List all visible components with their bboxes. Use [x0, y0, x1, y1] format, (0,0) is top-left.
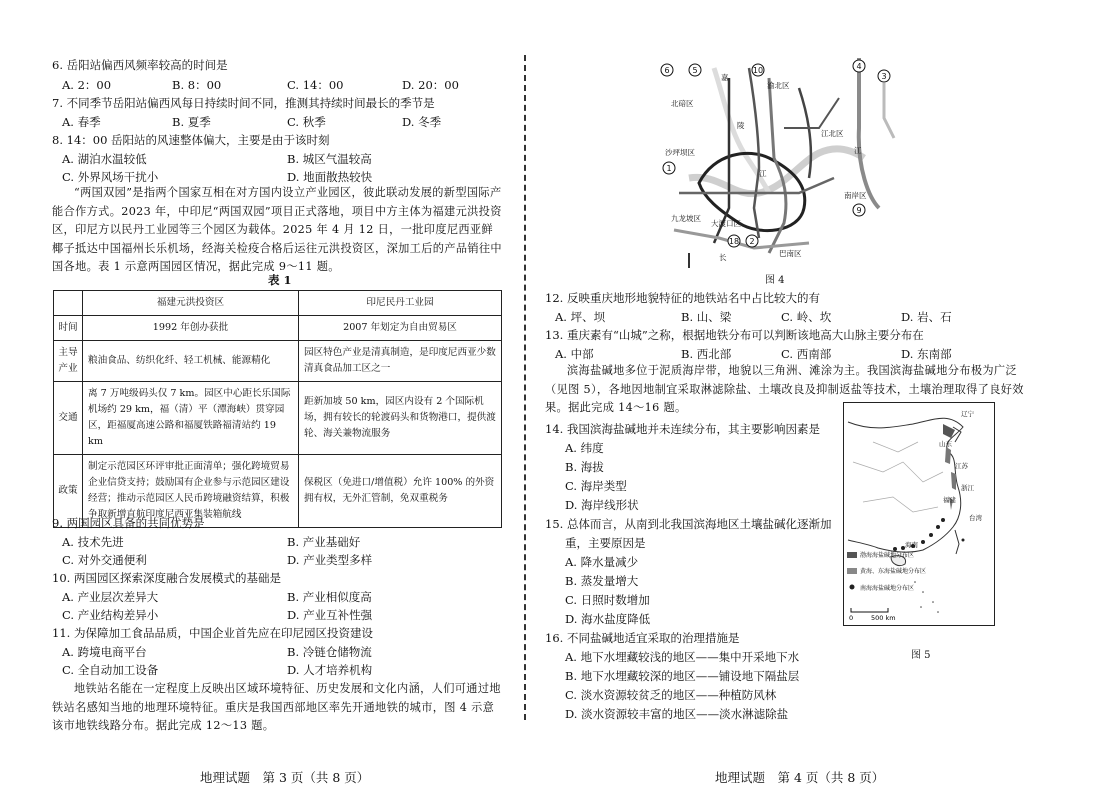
line-label: 9 [856, 206, 862, 215]
q11-stem: 11. 为保障加工食品品质，中国企业首先应在印尼园区投资建设 [52, 626, 373, 640]
line-label: 6 [664, 66, 670, 75]
district-label: 南岸区 [844, 191, 867, 200]
table-header-row [54, 291, 502, 316]
province-label: 台湾 [969, 514, 982, 522]
table-cell: 1992 年创办获批 [83, 316, 299, 341]
line-label: 18 [728, 237, 740, 246]
table-row-label: 主导产业 [54, 341, 83, 382]
table-header-cell [54, 291, 83, 316]
province-label: 山东 [939, 440, 952, 448]
q15-opt-d: D. 海水盐度降低 [565, 612, 651, 626]
legend-label: 渤海海盐碱地分布区 [860, 552, 915, 559]
q7-opt-c: C. 秋季 [287, 115, 326, 129]
river-label: 江 [759, 169, 767, 178]
q9-opt-d: D. 产业类型多样 [287, 553, 373, 567]
river-label: 陵 [737, 121, 745, 130]
table-cell: 园区特色产业是清真制造，是印度尼西亚少数清真食品加工区之一 [299, 341, 502, 382]
q9-opt-b: B. 产业基础好 [287, 535, 361, 549]
q16-opt-c: C. 淡水资源较贫乏的地区——种植防风林 [565, 688, 777, 702]
q12-opt-c: C. 岭、坎 [781, 310, 832, 324]
q15-stem-cont: 重，主要原因是 [565, 536, 646, 550]
page-footer-left: 地理试题 第 3 页（共 8 页） [200, 770, 370, 785]
table-cell: 2007 年划定为自由贸易区 [299, 316, 502, 341]
province-label: 海南 [905, 541, 918, 549]
q15-opt-b: B. 蒸发量增大 [565, 574, 639, 588]
river-label: 嘉 [721, 73, 729, 82]
table-header-cell: 印尼民丹工业园 [299, 291, 502, 316]
line-label: 3 [881, 72, 887, 81]
q10-stem: 10. 两国园区探索深度融合发展模式的基础是 [52, 571, 281, 585]
figure4-metro-map [659, 58, 899, 270]
q8-opt-c: C. 外界风场干扰小 [62, 170, 159, 184]
district-label: 九龙坡区 [671, 214, 701, 223]
table-cell: 离 7 万吨级码头仅 7 km。园区中心距长乐国际机场约 29 km，福（清）平（潭海峡）贯穿园区，距福厦高速公路和福厦铁路福清站约 19 km [83, 382, 299, 455]
q13-opt-b: B. 西北部 [681, 347, 732, 361]
q7-stem: 7. 不同季节岳阳站偏西风每日持续时间不同，推测其持续时间最长的季节是 [52, 96, 435, 110]
province-label: 浙江 [961, 484, 974, 492]
table1 [53, 290, 502, 528]
province-label: 福建 [943, 496, 956, 504]
intro-two-parks: “两国双园”是指两个国家互相在对方国内设立产业园区，彼此联动发展的新型国际产能合作方式。2023 年，中印尼“两国双园”项目正式落地，项目中方主体为福建元洪投资区，印尼方以民丹工业园等三个园区为载体。2025 年 4 月 12 日，一批印度尼西亚鲜椰子抵达中国福州长乐机场，经海关检疫合格后运往元洪投资区，深加工后的产品销往中国各地。表 1 示意两国园区情况，据此完成 9～11 题。 [52, 186, 502, 273]
river-label: 江 [854, 146, 862, 155]
q7-opt-d: D. 冬季 [402, 115, 442, 129]
intro-saline: 滨海盐碱地多位于泥质海岸带，地貌以三角洲、滩涂为主。我国滨海盐碱地分布极为广泛（见图 5），各地因地制宜采取淋滤除盐、土壤改良及抑制返盐等技术，土壤治理取得了良好效果。据此完成 14～16 题。 [545, 364, 1024, 414]
table-row-label: 时间 [54, 316, 83, 341]
province-label: 辽宁 [961, 410, 974, 418]
figure5-saline-map [843, 402, 995, 626]
legend-label: 南海海盐碱地分布区 [860, 585, 915, 592]
q13-opt-a: A. 中部 [555, 347, 594, 361]
district-label: 沙坪坝区 [665, 148, 695, 157]
q14-opt-d: D. 海岸线形状 [565, 498, 639, 512]
q14-opt-b: B. 海拔 [565, 460, 604, 474]
q9-opt-c: C. 对外交通便利 [62, 553, 147, 567]
q6-opt-c: C. 14：00 [287, 78, 344, 92]
q10-opt-d: D. 产业互补性强 [287, 608, 373, 622]
q7-opt-a: A. 春季 [62, 115, 101, 129]
q16-opt-d: D. 淡水资源较丰富的地区——淡水淋滤除盐 [565, 707, 789, 721]
q8-stem: 8. 14：00 岳阳站的风速整体偏大，主要是由于该时刻 [52, 133, 330, 147]
q11-opt-d: D. 人才培养机构 [287, 663, 373, 677]
table-row [54, 341, 502, 382]
table-cell: 制定示范园区环评审批正面清单；强化跨境贸易企业信贷支持；鼓励国有企业参与示范园区建设经营；推动示范园区人民币跨境融资结算，积极争取新增直航印度尼西亚集装箱航线 [83, 455, 299, 528]
table-cell: 保税区（免进口/增值税）允许 100% 的外资拥有权，无外汇管制，免双重税务 [299, 455, 502, 528]
table-row [54, 316, 502, 341]
table-row-label: 交通 [54, 382, 83, 455]
q11-opt-c: C. 全自动加工设备 [62, 663, 159, 677]
province-label: 江苏 [955, 462, 968, 470]
district-label: 大渡口区 [711, 219, 741, 228]
q13-stem: 13. 重庆素有“山城”之称，根据地铁分布可以判断该地高大山脉主要分布在 [545, 328, 924, 342]
river-label: 长 [719, 253, 727, 262]
district-label: 巴南区 [779, 249, 802, 258]
q16-stem: 16. 不同盐碱地适宜采取的治理措施是 [545, 631, 740, 645]
q14-opt-c: C. 海岸类型 [565, 479, 627, 493]
page-footer-right: 地理试题 第 4 页（共 8 页） [715, 770, 885, 785]
q8-opt-d: D. 地面散热较快 [287, 170, 373, 184]
q15-opt-a: A. 降水量减少 [565, 555, 639, 569]
q13-opt-c: C. 西南部 [781, 347, 832, 361]
district-label: 江北区 [821, 129, 844, 138]
q8-opt-b: B. 城区气温较高 [287, 152, 372, 166]
scale-label: 500 km [871, 614, 896, 622]
line-label: 2 [749, 237, 755, 246]
q9-stem: 9. 两国园区具备的共同优势是 [52, 516, 205, 530]
right-page [529, 0, 1106, 800]
q7-opt-b: B. 夏季 [172, 115, 211, 129]
q15-opt-c: C. 日照时数增加 [565, 593, 650, 607]
table1-title: 表 1 [268, 273, 292, 287]
line-label: 10 [752, 66, 764, 75]
q6-opt-b: B. 8：00 [172, 78, 222, 92]
q12-opt-b: B. 山、梁 [681, 310, 732, 324]
q14-stem: 14. 我国滨海盐碱地并未连续分布，其主要影响因素是 [545, 422, 820, 436]
q6-opt-d: D. 20：00 [402, 78, 459, 92]
q16-opt-b: B. 地下水埋藏较深的地区——铺设地下隔盐层 [565, 669, 800, 683]
line-label: 1 [666, 164, 672, 173]
legend-label: 黄海、东海盐碱地分布区 [860, 568, 927, 575]
table-cell: 粮油食品、纺织化纤、轻工机械、能源精化 [83, 341, 299, 382]
scale-zero: 0 [849, 614, 854, 622]
q10-opt-c: C. 产业结构差异小 [62, 608, 159, 622]
q16-opt-a: A. 地下水埋藏较浅的地区——集中开采地下水 [565, 650, 800, 664]
q12-stem: 12. 反映重庆地形地貌特征的地铁站名中占比较大的有 [545, 291, 820, 305]
table-cell: 距新加坡 50 km，园区内设有 2 个国际机场，拥有较长的轮渡码头和货物港口，提供渡轮、海关兼物流服务 [299, 382, 502, 455]
q15-stem: 15. 总体而言，从南到北我国滨海地区土壤盐碱化逐渐加 [545, 517, 832, 531]
q8-opt-a: A. 湖泊水温较低 [62, 152, 147, 166]
figure4-caption: 图 4 [765, 275, 785, 286]
q6-opt-a: A. 2：00 [62, 78, 112, 92]
left-page [0, 0, 525, 800]
table-header-cell: 福建元洪投资区 [83, 291, 299, 316]
line-label: 5 [692, 66, 698, 75]
q9-opt-a: A. 技术先进 [62, 535, 124, 549]
district-label: 北碚区 [671, 99, 694, 108]
district-label: 渝北区 [767, 81, 790, 90]
q6-stem: 6. 岳阳站偏西风频率较高的时间是 [52, 58, 228, 72]
q14-opt-a: A. 纬度 [565, 441, 604, 455]
q13-opt-d: D. 东南部 [901, 347, 952, 361]
q12-opt-d: D. 岩、石 [901, 310, 952, 324]
line-label: 4 [856, 62, 862, 71]
q11-opt-a: A. 跨境电商平台 [62, 645, 147, 659]
q10-opt-a: A. 产业层次差异大 [62, 590, 159, 604]
table-row [54, 382, 502, 455]
table-row-label: 政策 [54, 455, 83, 528]
intro-metro: 地铁站名能在一定程度上反映出区域环境特征、历史发展和文化内涵，人们可通过地铁站名感知当地的地理环境特征。重庆是我国西部地区率先开通地铁的城市，图 4 示意该市地铁线路分布。据此完成 12～13 题。 [52, 682, 501, 732]
q10-opt-b: B. 产业相似度高 [287, 590, 372, 604]
figure5-caption: 图 5 [911, 650, 931, 661]
q11-opt-b: B. 冷链仓储物流 [287, 645, 372, 659]
q12-opt-a: A. 坪、坝 [555, 310, 606, 324]
